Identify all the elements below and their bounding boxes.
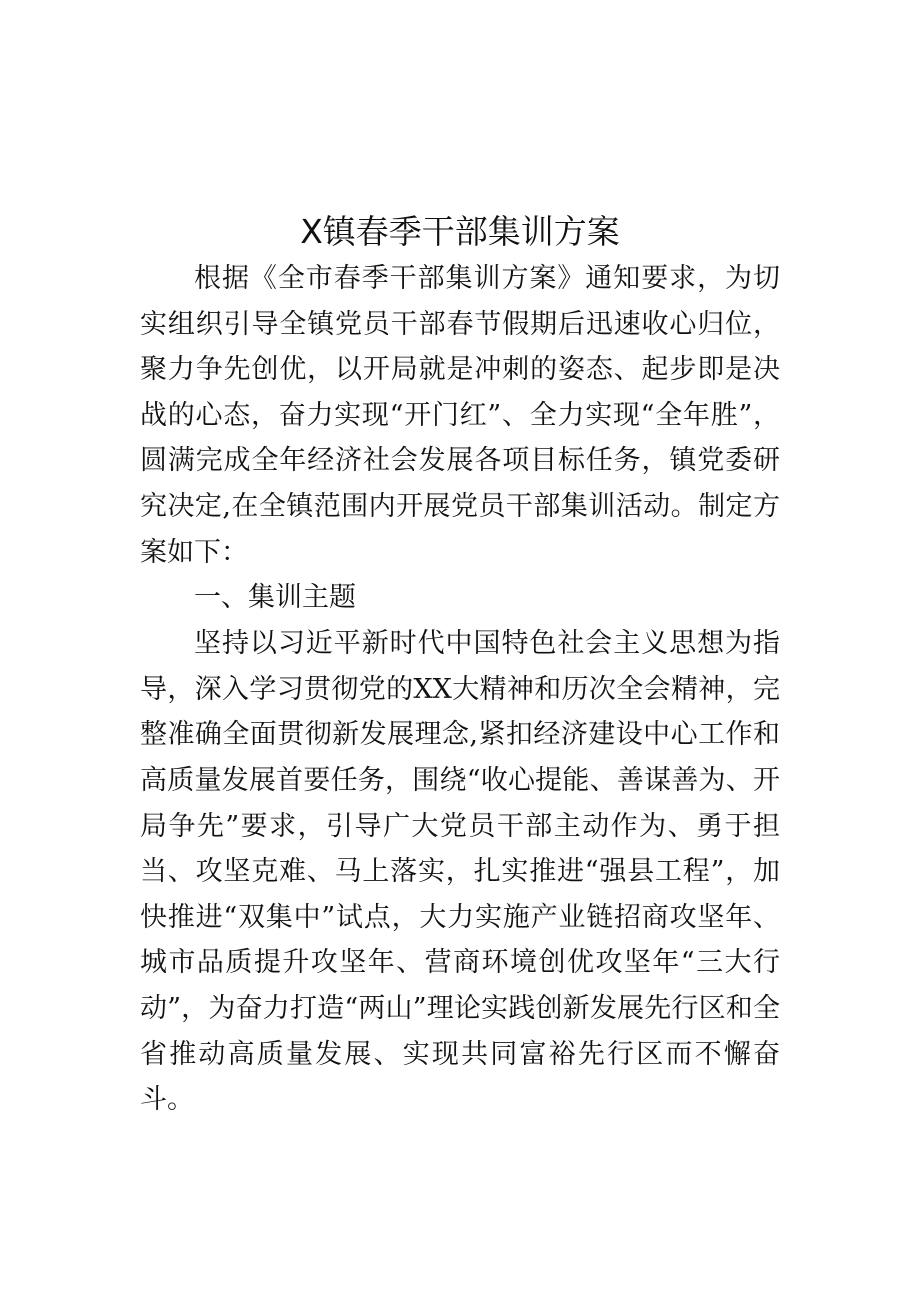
section-heading-theme: 一、集训主题 bbox=[194, 582, 356, 614]
intro-paragraph: 根据《全市春季干部集训方案》通知要求，为切实组织引导全镇党员干部春节假期后迅速收心归位，聚力争先创优，以开局就是冲刺的姿态、起步即是决战的心态，奋力实现“开门红”、全力实现“全年胜”，圆满完成全年经济社会发展各项目标任务，镇党委研究决定,在全镇范围内开展党员干部集训活动。制定方案如下： bbox=[140, 263, 780, 568]
document-title: X镇春季干部集训方案 bbox=[300, 212, 620, 251]
document-body bbox=[140, 208, 780, 1123]
section-body-theme: 坚持以习近平新时代中国特色社会主义思想为指导，深入学习贯彻党的XX大精神和历次全会精神，完整准确全面贯彻新发展理念,紧扣经济建设中心工作和高质量发展首要任务，围绕“收心提能、善谋善为、开局争先”要求，引导广大党员干部主动作为、勇于担当、攻坚克难、马上落实，扎实推进“强县工程”，加快推进“双集中”试点，大力实施产业链招商攻坚年、城市品质提升攻坚年、营商环境创优攻坚年“三大行动”，为奋力打造“两山”理论实践创新发展先行区和全省推动高质量发展、实现共同富裕先行区而不懈奋斗。 bbox=[140, 628, 780, 1116]
